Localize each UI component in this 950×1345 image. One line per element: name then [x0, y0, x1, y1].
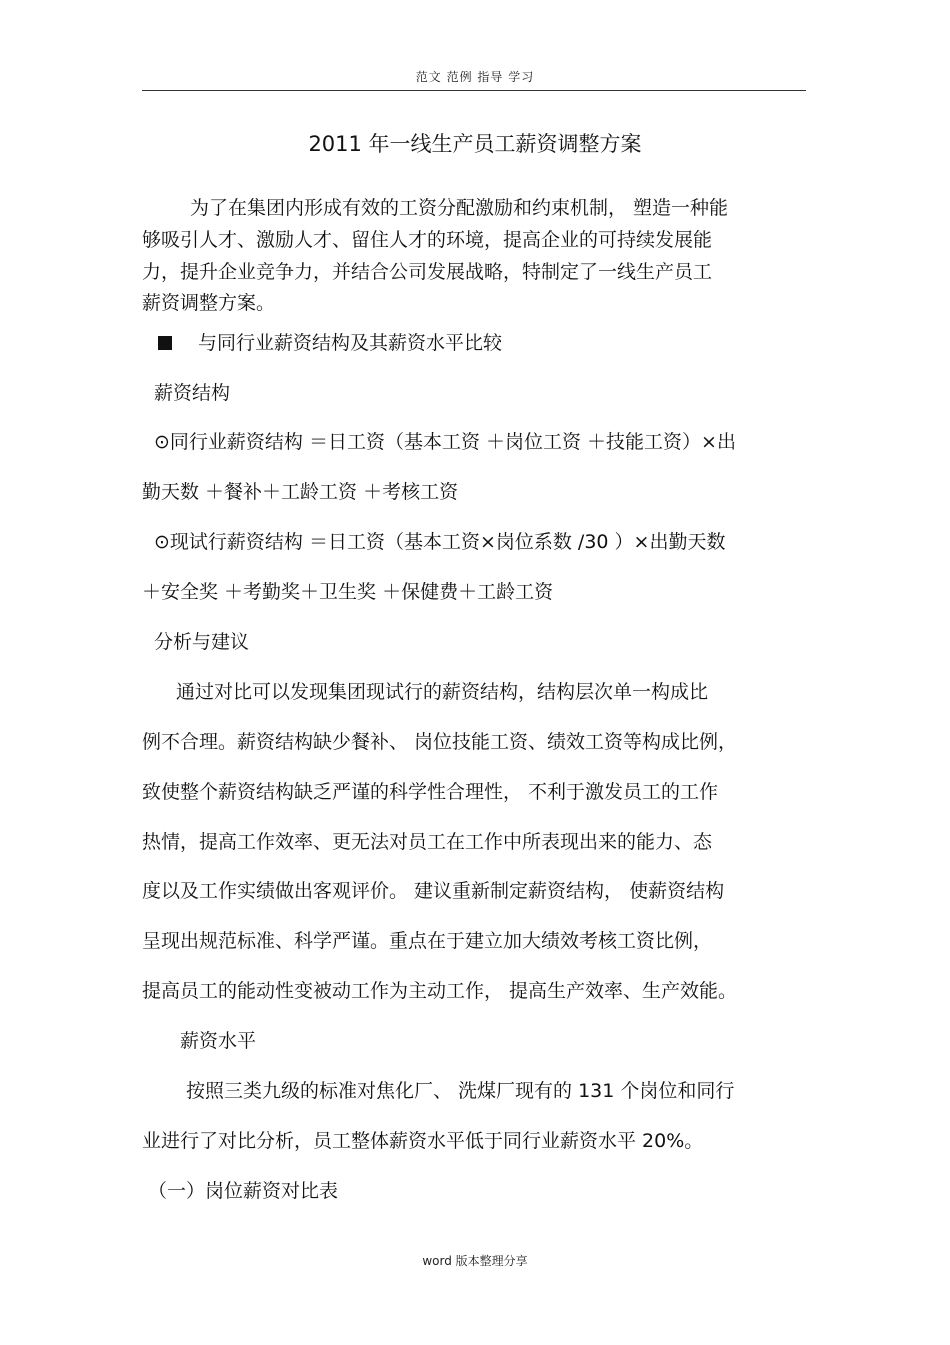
- section-heading-comparison: [142, 329, 814, 357]
- document-title: 2011 年一线生产员工薪资调整方案: [308, 132, 642, 156]
- analysis-line-3: 致使整个薪资结构缺乏严谨的科学性合理性， 不利于激发员工的工作: [142, 781, 719, 803]
- analysis-heading: 分析与建议: [154, 631, 250, 653]
- salary-level-line-2: 业进行了对比分析，员工整体薪资水平低于同行业薪资水平 20%。: [142, 1130, 704, 1152]
- header-text: 范文 范例 指导 学习: [415, 70, 535, 84]
- analysis-line-4: 热情，提高工作效率、更无法对员工在工作中所表现出来的能力、态: [142, 831, 713, 853]
- salary-structure-heading: 薪资结构: [154, 382, 231, 404]
- analysis-line-6: 呈现出规范标准、科学严谨。重点在于建立加大绩效考核工资比例，: [142, 930, 713, 952]
- intro-line-4: 薪资调整方案。: [142, 292, 276, 314]
- current-formula-line-1: ⊙现试行薪资结构 ＝日工资（基本工资×岗位系数 /30 ）×出勤天数: [154, 531, 726, 553]
- intro-line-2: 够吸引人才、激励人才、留住人才的环境，提高企业的可持续发展能: [142, 229, 713, 251]
- intro-line-1: 为了在集团内形成有效的工资分配激励和约束机制， 塑造一种能: [190, 197, 729, 219]
- analysis-line-7: 提高员工的能动性变被动工作为主动工作， 提高生产效率、生产效能。: [142, 980, 738, 1002]
- intro-line-3: 力，提升企业竞争力，并结合公司发展战略，特制定了一线生产员工: [142, 261, 713, 283]
- salary-level-line-1: 按照三类九级的标准对焦化厂、 洗煤厂现有的 131 个岗位和同行: [186, 1080, 735, 1102]
- analysis-line-2: 例不合理。薪资结构缺少餐补、 岗位技能工资、绩效工资等构成比例，: [142, 731, 738, 753]
- header-divider: [142, 90, 806, 91]
- industry-formula-line-2: 勤天数 ＋餐补＋工龄工资 ＋考核工资: [142, 481, 459, 503]
- analysis-line-5: 度以及工作实绩做出客观评价。 建议重新制定薪资结构， 使薪资结构: [142, 880, 725, 902]
- salary-level-heading: 薪资水平: [180, 1030, 257, 1052]
- page-footer: word 版本整理分享: [422, 1254, 528, 1268]
- analysis-line-1: 通过对比可以发现集团现试行的薪资结构，结构层次单一构成比: [176, 681, 709, 703]
- square-bullet-icon: [158, 336, 172, 350]
- current-formula-line-2: ＋安全奖 ＋考勤奖＋卫生奖 ＋保健费＋工龄工资: [142, 581, 554, 603]
- industry-formula-line-1: ⊙同行业薪资结构 ＝日工资（基本工资 ＋岗位工资 ＋技能工资）×出: [154, 431, 736, 453]
- section-heading-text: 与同行业薪资结构及其薪资水平比较: [198, 332, 503, 354]
- table-heading: （一）岗位薪资对比表: [148, 1180, 339, 1202]
